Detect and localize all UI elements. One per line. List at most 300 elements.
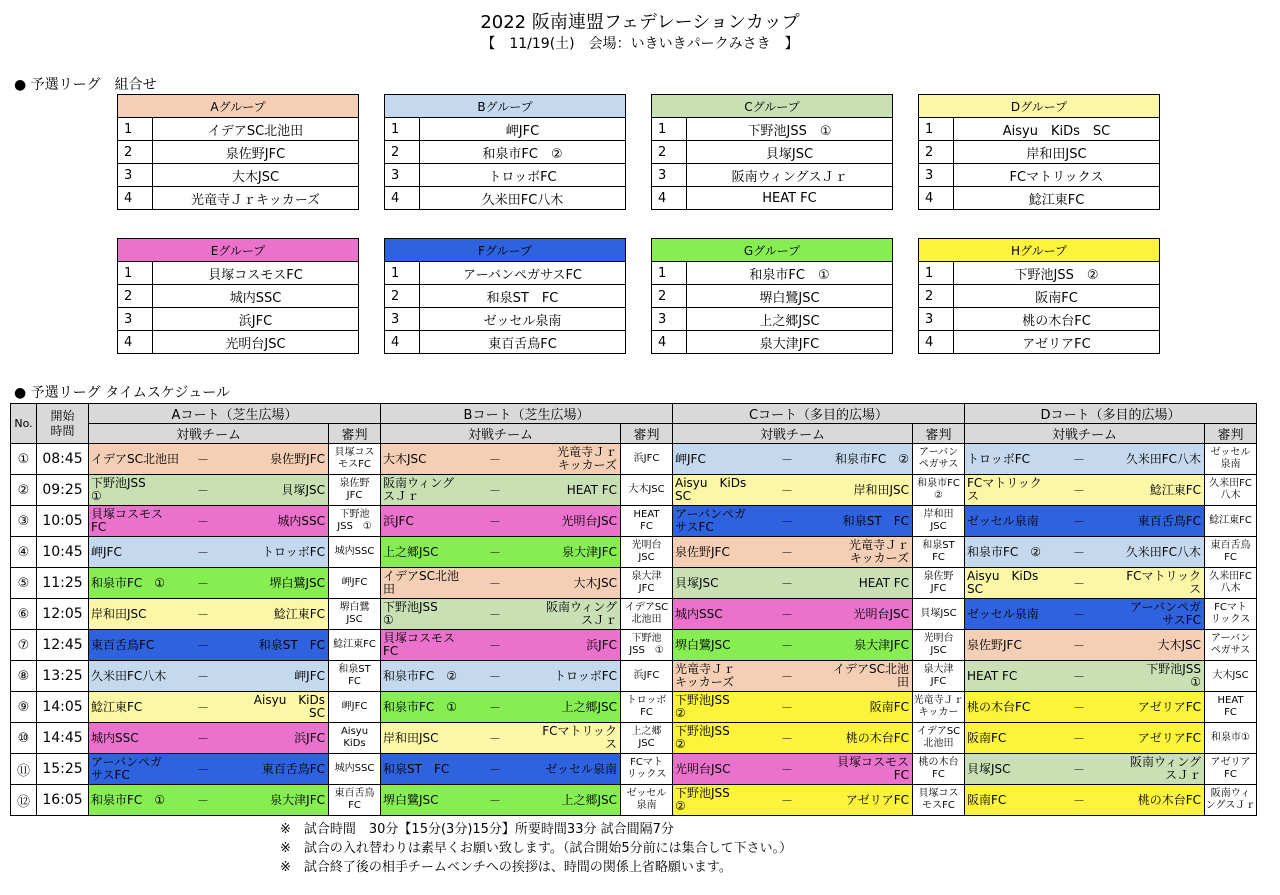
versus-dash: － — [1072, 700, 1085, 715]
team-name: トロッボFC — [420, 164, 626, 187]
home-team: ゼッセル泉南 — [967, 513, 1039, 528]
match-number: ⑫ — [11, 785, 37, 816]
team-name: 泉大津JFC — [687, 331, 893, 354]
away-team: トロッボFC — [261, 544, 325, 559]
home-team: 泉佐野JFC — [675, 544, 730, 559]
team-number: 2 — [652, 285, 687, 308]
match-number: ⑨ — [11, 692, 37, 723]
away-team: 貝塚コスモス FC — [836, 755, 909, 782]
versus-dash: － — [488, 731, 501, 746]
referee: 鯰江東FC — [1205, 506, 1257, 537]
group-team-row — [652, 187, 893, 210]
team-number: 4 — [385, 331, 420, 354]
start-time: 12:45 — [37, 630, 89, 661]
match-cell — [381, 785, 621, 816]
away-team: 堺白鷺JSC — [269, 575, 325, 590]
group-team-row — [118, 285, 359, 308]
away-team: HEAT FC — [566, 482, 617, 497]
match — [965, 754, 1204, 784]
match — [89, 537, 328, 567]
versus-dash: － — [196, 731, 209, 746]
versus-dash: － — [196, 545, 209, 560]
match — [89, 630, 328, 660]
schedule-row — [11, 506, 1257, 537]
versus-dash: － — [780, 576, 793, 591]
team-number: 3 — [385, 308, 420, 331]
start-time: 09:25 — [37, 475, 89, 506]
match-cell — [89, 599, 329, 630]
referee: 泉佐野 JFC — [329, 475, 381, 506]
away-team: 上之郷JSC — [561, 792, 617, 807]
match-header: 対戦チーム — [673, 424, 913, 444]
versus-dash: － — [196, 607, 209, 622]
team-name: ゼッセル泉南 — [420, 308, 626, 331]
away-team: Aisyu KiDs SC — [253, 693, 325, 720]
versus-dash: － — [780, 483, 793, 498]
referee: 岬JFC — [329, 568, 381, 599]
match-cell — [965, 785, 1205, 816]
group-name: Bグループ — [385, 95, 626, 118]
referee: 下野池 JSS ① — [621, 630, 673, 661]
match-cell — [381, 444, 621, 475]
team-number: 1 — [118, 118, 153, 141]
referee: 浜JFC — [621, 661, 673, 692]
away-team: 泉大津JFC — [562, 544, 617, 559]
referee: 上之郷 JSC — [621, 723, 673, 754]
home-team: 大木JSC — [383, 451, 427, 466]
versus-dash: － — [488, 638, 501, 653]
referee: ゼッセル 泉南 — [1205, 444, 1257, 475]
match-cell — [89, 537, 329, 568]
match — [965, 475, 1204, 505]
match — [673, 599, 912, 629]
team-name: 和泉市FC ① — [687, 262, 893, 285]
referee: 光明台 JSC — [621, 537, 673, 568]
home-team: Aisyu KiDs SC — [675, 476, 747, 503]
match-cell — [673, 630, 913, 661]
group-team-row — [652, 331, 893, 354]
match-cell — [673, 568, 913, 599]
match-cell — [381, 568, 621, 599]
referee: 大木JSC — [1205, 661, 1257, 692]
schedule-subheader-row — [11, 424, 1257, 444]
referee: アゼリア FC — [1205, 754, 1257, 785]
versus-dash: － — [488, 483, 501, 498]
referee: 和泉市FC ② — [913, 475, 965, 506]
group-table — [918, 94, 1160, 210]
team-number: 4 — [652, 331, 687, 354]
team-number: 2 — [919, 141, 954, 164]
team-number: 4 — [652, 187, 687, 210]
referee: 堺白鷺 JSC — [329, 599, 381, 630]
referee: 岬JFC — [329, 692, 381, 723]
match-cell — [89, 630, 329, 661]
match — [673, 754, 912, 784]
team-number: 2 — [919, 285, 954, 308]
away-team: アゼリアFC — [1137, 730, 1201, 745]
home-team: 下野池JSS ① — [91, 476, 146, 503]
home-team: 岸和田JSC — [383, 730, 439, 745]
versus-dash: － — [488, 545, 501, 560]
team-number: 1 — [919, 262, 954, 285]
match — [965, 444, 1204, 474]
versus-dash: － — [488, 793, 501, 808]
home-team: Aisyu KiDs SC — [967, 569, 1039, 596]
match-cell — [381, 537, 621, 568]
versus-dash: － — [196, 793, 209, 808]
home-team: イデアSC北池 田 — [383, 569, 459, 596]
away-team: 和泉ST FC — [258, 637, 325, 652]
match — [381, 661, 620, 691]
match-cell — [965, 599, 1205, 630]
referee: 貝塚コス モスFC — [329, 444, 381, 475]
team-number: 1 — [652, 118, 687, 141]
referee: 東百舌鳥 FC — [329, 785, 381, 816]
versus-dash: － — [488, 576, 501, 591]
away-team: 阪南FC — [869, 699, 909, 714]
group-table — [384, 94, 626, 210]
match-cell — [965, 661, 1205, 692]
match — [965, 537, 1204, 567]
match-cell — [673, 754, 913, 785]
match-cell — [89, 785, 329, 816]
team-name: 貝塚JSC — [687, 141, 893, 164]
group-team-row — [652, 308, 893, 331]
referee: FCマト リックス — [621, 754, 673, 785]
away-team: 泉佐野JFC — [270, 451, 325, 466]
match — [381, 785, 620, 815]
team-number: 3 — [919, 164, 954, 187]
note-line: ※ 試合時間 30分【15分(3分)15分】所要時間33分 試合間隔7分 — [280, 822, 674, 837]
away-team: 桃の木台FC — [1137, 792, 1201, 807]
team-name: 岬JFC — [420, 118, 626, 141]
away-team: 貝塚JSC — [281, 482, 325, 497]
team-name: 城内SSC — [153, 285, 359, 308]
home-team: 和泉市FC ① — [91, 575, 166, 590]
team-number: 4 — [919, 331, 954, 354]
away-team: 桃の木台FC — [845, 730, 909, 745]
match — [965, 785, 1204, 815]
team-name: 堺白鷺JSC — [687, 285, 893, 308]
referee: 貝塚コス モスFC — [913, 785, 965, 816]
home-team: 下野池JSS ② — [675, 724, 730, 751]
away-team: 岸和田JSC — [853, 482, 909, 497]
team-name: 浜JFC — [153, 308, 359, 331]
away-team: イデアSC北池 田 — [833, 662, 909, 689]
team-name: FCマトリックス — [954, 164, 1160, 187]
team-name: 和泉市FC ② — [420, 141, 626, 164]
home-team: 浜JFC — [383, 513, 414, 528]
match — [89, 506, 328, 536]
referee: 鯰江東FC — [329, 630, 381, 661]
match-number: ⑧ — [11, 661, 37, 692]
referee: 城内SSC — [329, 754, 381, 785]
match-cell — [89, 444, 329, 475]
match — [89, 692, 328, 722]
match — [381, 506, 620, 536]
home-team: 鯰江東FC — [91, 699, 143, 714]
referee: 泉大津 JFC — [913, 661, 965, 692]
group-name: Cグループ — [652, 95, 893, 118]
home-team: 和泉ST FC — [383, 761, 450, 776]
event-date-venue: 【 11/19(土) 会場：いきいきパークみさき 】 — [481, 36, 799, 52]
team-number: 3 — [919, 308, 954, 331]
group-table — [651, 94, 893, 210]
home-team: 光竜寺Ｊｒ キッカーズ — [675, 662, 736, 689]
home-team: 下野池JSS ② — [675, 693, 730, 720]
schedule-heading: ● 予選リーグ タイムスケジュール — [14, 385, 230, 401]
schedule-row — [11, 723, 1257, 754]
home-team: 貝塚JSC — [675, 575, 719, 590]
group-team-row — [919, 285, 1160, 308]
team-number: 1 — [385, 262, 420, 285]
away-team: 阪南ウィング スＪｒ — [1129, 755, 1201, 782]
referee: 和泉ST FC — [913, 537, 965, 568]
team-name: HEAT FC — [687, 187, 893, 210]
team-name: アゼリアFC — [954, 331, 1160, 354]
match-cell — [965, 568, 1205, 599]
group-table — [117, 238, 359, 354]
home-team: アーバンペガ サスFC — [675, 507, 747, 534]
match-cell — [673, 475, 913, 506]
group-team-row — [385, 331, 626, 354]
away-team: 泉大津JFC — [270, 792, 325, 807]
note-line: ※ 試合の入れ替わりは素早くお願い致します。（試合開始5分前には集合して下さい。） — [280, 841, 793, 856]
away-team: トロッボFC — [553, 668, 617, 683]
match-cell — [965, 444, 1205, 475]
versus-dash: － — [780, 700, 793, 715]
team-name: 阪南ウィングスＪｒ — [687, 164, 893, 187]
match-number: ③ — [11, 506, 37, 537]
group-team-row — [652, 164, 893, 187]
referee: イデアSC 北池田 — [913, 723, 965, 754]
schedule-row — [11, 692, 1257, 723]
match — [89, 568, 328, 598]
team-number: 2 — [385, 141, 420, 164]
match — [89, 785, 328, 815]
match-number: ④ — [11, 537, 37, 568]
match-cell — [381, 506, 621, 537]
versus-dash: － — [488, 762, 501, 777]
team-name: イデアSC北池田 — [153, 118, 359, 141]
match-cell — [965, 537, 1205, 568]
match-cell — [673, 661, 913, 692]
team-number: 3 — [652, 308, 687, 331]
home-team: 阪南FC — [967, 792, 1007, 807]
group-team-row — [385, 118, 626, 141]
group-table — [918, 238, 1160, 354]
away-team: 上之郷JSC — [561, 699, 617, 714]
schedule-row — [11, 568, 1257, 599]
group-team-row — [118, 262, 359, 285]
group-name: Dグループ — [919, 95, 1160, 118]
versus-dash: － — [196, 514, 209, 529]
home-team: 城内SSC — [91, 730, 139, 745]
match-cell — [673, 785, 913, 816]
match — [673, 475, 912, 505]
team-number: 4 — [919, 187, 954, 210]
match — [965, 568, 1204, 598]
home-team: 貝塚コスモス FC — [383, 631, 456, 658]
home-team: HEAT FC — [967, 668, 1018, 683]
match-cell — [673, 537, 913, 568]
start-time: 14:05 — [37, 692, 89, 723]
court-d-header: Dコート（多目的広場） — [965, 404, 1257, 424]
versus-dash: － — [488, 669, 501, 684]
match-cell — [89, 723, 329, 754]
match — [673, 630, 912, 660]
match-number: ⑥ — [11, 599, 37, 630]
match-cell — [89, 568, 329, 599]
referee: FCマト リックス — [1205, 599, 1257, 630]
referee: 大木JSC — [621, 475, 673, 506]
match — [381, 475, 620, 505]
team-name: 鯰江東FC — [954, 187, 1160, 210]
versus-dash: － — [196, 762, 209, 777]
home-team: 堺白鷺JSC — [383, 792, 439, 807]
referee: アーバン ペガサス — [1205, 630, 1257, 661]
group-table — [117, 94, 359, 210]
start-time: 16:05 — [37, 785, 89, 816]
court-a-header: Aコート（芝生広場） — [89, 404, 381, 424]
match — [381, 630, 620, 660]
home-team: イデアSC北池田 — [91, 451, 179, 466]
versus-dash: － — [196, 576, 209, 591]
group-team-row — [118, 118, 359, 141]
versus-dash: － — [780, 607, 793, 622]
versus-dash: － — [1072, 607, 1085, 622]
match-cell — [381, 661, 621, 692]
referee: 阪南ウィ ングスＪｒ — [1205, 785, 1257, 816]
away-team: 下野池JSS ① — [1146, 662, 1201, 689]
home-team: 和泉市FC ① — [383, 699, 458, 714]
versus-dash: － — [780, 669, 793, 684]
team-number: 2 — [652, 141, 687, 164]
home-team: ゼッセル泉南 — [967, 606, 1039, 621]
match — [965, 630, 1204, 660]
team-name: 阪南FC — [954, 285, 1160, 308]
versus-dash: － — [488, 452, 501, 467]
team-name: Aisyu KiDs SC — [954, 118, 1160, 141]
team-name: 貝塚コスモスFC — [153, 262, 359, 285]
match-cell — [89, 661, 329, 692]
match — [965, 599, 1204, 629]
match-cell — [673, 444, 913, 475]
referee: 久米田FC 八木 — [1205, 568, 1257, 599]
group-team-row — [919, 141, 1160, 164]
schedule-row — [11, 444, 1257, 475]
group-name: Hグループ — [919, 239, 1160, 262]
match-cell — [381, 599, 621, 630]
home-team: 光明台JSC — [675, 761, 731, 776]
versus-dash: － — [1072, 514, 1085, 529]
team-number: 3 — [385, 164, 420, 187]
group-team-row — [919, 308, 1160, 331]
group-table — [384, 238, 626, 354]
group-team-row — [118, 308, 359, 331]
group-name: Fグループ — [385, 239, 626, 262]
referee: 和泉ST FC — [329, 661, 381, 692]
court-c-header: Cコート（多目的広場） — [673, 404, 965, 424]
start-time: 10:45 — [37, 537, 89, 568]
match — [89, 661, 328, 691]
schedule-table — [10, 403, 1257, 816]
match — [673, 661, 912, 691]
group-team-row — [385, 285, 626, 308]
referee: 光明台 JSC — [913, 630, 965, 661]
no-header: No. — [11, 404, 37, 444]
away-team: 光明台JSC — [561, 513, 617, 528]
versus-dash: － — [780, 545, 793, 560]
home-team: 東百舌鳥FC — [91, 637, 155, 652]
versus-dash: － — [1072, 545, 1085, 560]
versus-dash: － — [1072, 452, 1085, 467]
referee-header: 審判 — [621, 424, 673, 444]
home-team: 桃の木台FC — [967, 699, 1031, 714]
group-team-row — [652, 285, 893, 308]
group-team-row — [118, 141, 359, 164]
group-team-row — [118, 331, 359, 354]
referee-header: 審判 — [913, 424, 965, 444]
team-name: 東百舌鳥FC — [420, 331, 626, 354]
team-number: 3 — [118, 308, 153, 331]
team-name: 下野池JSS ② — [954, 262, 1160, 285]
versus-dash: － — [1072, 762, 1085, 777]
team-number: 2 — [118, 285, 153, 308]
schedule-row — [11, 475, 1257, 506]
referee: HEAT FC — [621, 506, 673, 537]
match-cell — [965, 692, 1205, 723]
versus-dash: － — [780, 638, 793, 653]
versus-dash: － — [196, 483, 209, 498]
match — [381, 754, 620, 784]
match-cell — [381, 754, 621, 785]
referee: 泉佐野 JFC — [913, 568, 965, 599]
home-team: 和泉市FC ② — [967, 544, 1042, 559]
match — [89, 754, 328, 784]
versus-dash: － — [196, 669, 209, 684]
referee: 桃の木台 FC — [913, 754, 965, 785]
away-team: 鯰江東FC — [1149, 482, 1201, 497]
referee: 泉大津 JFC — [621, 568, 673, 599]
match-number: ⑦ — [11, 630, 37, 661]
match-header: 対戦チーム — [381, 424, 621, 444]
start-time: 15:25 — [37, 754, 89, 785]
match-cell — [89, 754, 329, 785]
match-cell — [965, 506, 1205, 537]
schedule-row — [11, 661, 1257, 692]
match-cell — [89, 692, 329, 723]
group-team-row — [385, 308, 626, 331]
away-team: 鯰江東FC — [273, 606, 325, 621]
home-team: トロッボFC — [967, 451, 1031, 466]
team-name: 和泉ST FC — [420, 285, 626, 308]
versus-dash: － — [488, 514, 501, 529]
home-team: 岬JFC — [91, 544, 122, 559]
referee: 東百舌鳥 FC — [1205, 537, 1257, 568]
notes — [280, 820, 792, 877]
team-number: 4 — [385, 187, 420, 210]
note-line: ※ 試合終了後の相手チームベンチへの挨拶は、時間の関係上省略願います。 — [280, 860, 732, 875]
home-team: 和泉市FC ① — [91, 792, 166, 807]
match — [89, 723, 328, 753]
team-number: 3 — [652, 164, 687, 187]
team-number: 4 — [118, 331, 153, 354]
versus-dash: － — [488, 700, 501, 715]
group-name: Eグループ — [118, 239, 359, 262]
referee: アーバン ペガサス — [913, 444, 965, 475]
match-cell — [381, 630, 621, 661]
